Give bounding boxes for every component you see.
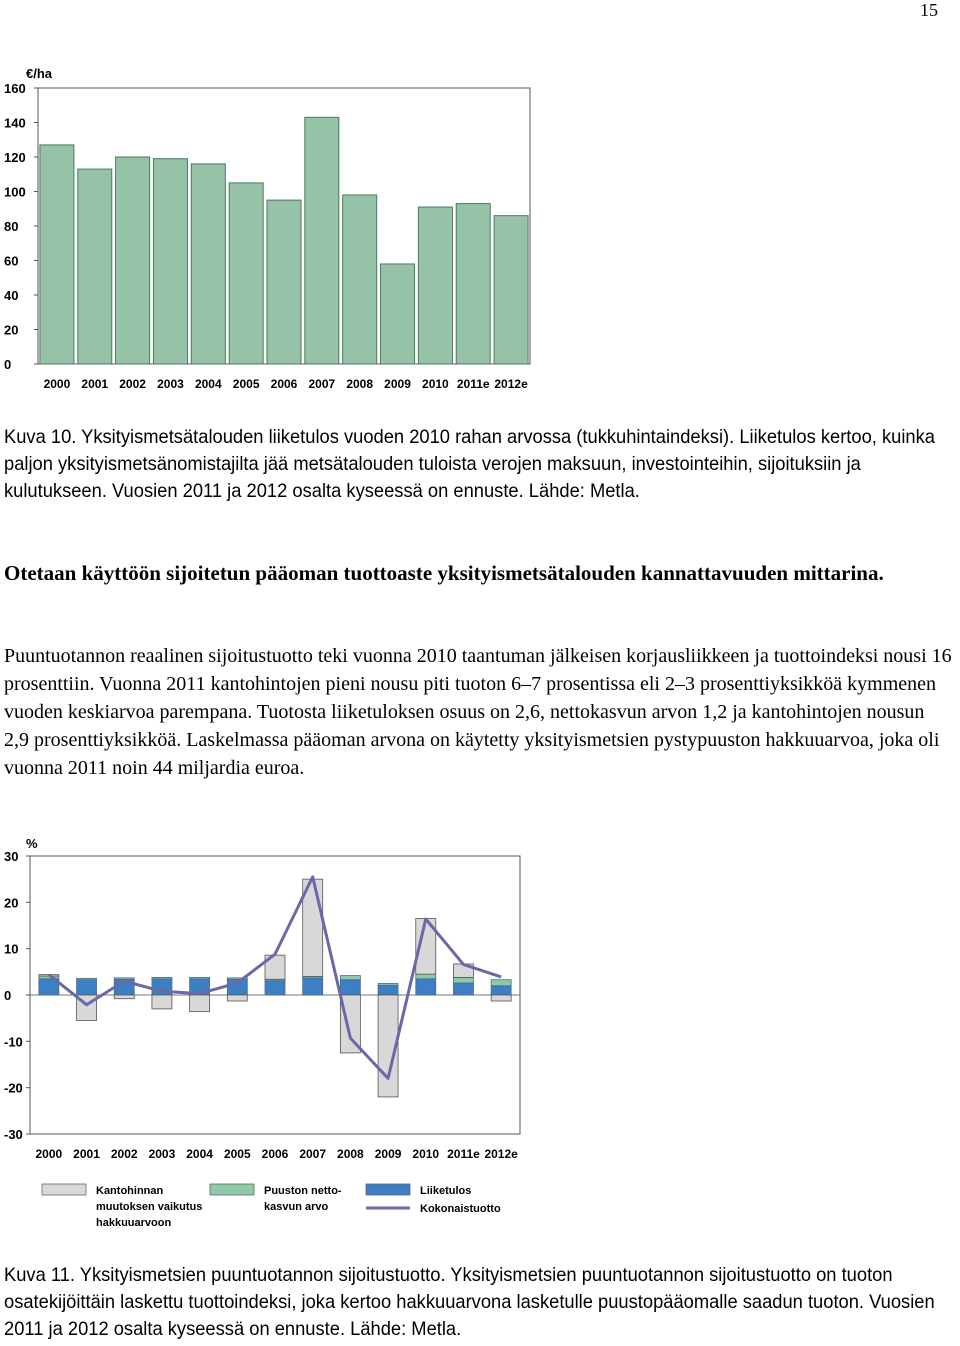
chart1-y-tick-label: 140: [4, 115, 26, 131]
chart2-x-tick-label: 2001: [73, 1147, 100, 1161]
chart2-y-tick-label: 20: [4, 895, 19, 911]
legend-label-line: Kantohinnan: [96, 1185, 164, 1197]
chart1-bar: [40, 145, 74, 364]
chart2-y-tick-label: 10: [4, 941, 19, 957]
legend-swatch: [366, 1184, 410, 1195]
chart2-x-tick-label: 2007: [299, 1147, 327, 1161]
legend-label-line: Liiketulos: [420, 1185, 472, 1197]
chart1-bar: [305, 117, 339, 364]
chart2-bar-segment: [190, 977, 210, 978]
chart2-bar-segment: [265, 981, 285, 995]
chart1-y-tick-label: 160: [4, 81, 26, 96]
chart2-x-tick-label: 2003: [148, 1147, 176, 1161]
chart1-x-tick-label: 2000: [43, 377, 71, 391]
legend-swatch: [42, 1184, 86, 1195]
chart2-plot: [4, 836, 520, 1229]
chart2-bar-segment: [77, 978, 97, 979]
chart1-plot: [4, 66, 530, 391]
chart2-y-tick-label: -10: [4, 1034, 23, 1050]
body-paragraph: Puuntuotannon reaalinen sijoitustuotto teki vuonna 2010 taantuman jälkeisen korjausliikkeen ja tuottoindeksi nousi 16 prosenttiin. Vuonna 2011 kantohintojen pieni nousu piti tuoton 6–7 prosentissa eli 2–3 prosenttiyksikköä kymmenen vuoden keskiarvoa parempana. Tuotosta liiketuloksen osuus on 2,6, nettokasvun arvon 1,2 ja kantohintojen nousun 2,9 prosenttiyksikköä. Laskelmassa pääoman arvona on käytetty yksityismetsien pystypuuston hakkuuarvoa, joka oli vuonna 2011 noin 44 miljardia euroa.: [4, 645, 952, 779]
chart2-y-tick-label: 30: [4, 849, 19, 864]
chart2-bar-segment: [114, 978, 134, 979]
chart1-bar: [153, 159, 187, 364]
chart1-y-tick-label: 120: [4, 150, 26, 165]
chart1-bar: [381, 264, 415, 364]
chart2-bar-segment: [227, 995, 247, 1001]
chart2-bar-segment: [416, 974, 436, 979]
chart-income: [0, 60, 560, 400]
legend-label-line: Kokonaistuotto: [420, 1203, 501, 1215]
chart2-legend: [42, 1184, 501, 1229]
chart1-x-tick-label: 2001: [81, 377, 109, 391]
chart2-x-tick-label: 2004: [186, 1147, 213, 1161]
chart1-y-tick-label: 80: [4, 219, 19, 234]
chart2-x-tick-label: 2000: [35, 1147, 63, 1161]
chart1-x-tick-label: 2012e: [494, 377, 528, 391]
chart2-y-tick-label: 0: [4, 988, 12, 1003]
chart2-x-tick-label: 2008: [337, 1147, 364, 1161]
chart2-bar-segment: [77, 980, 97, 995]
chart2-bar-segment: [453, 983, 473, 995]
chart1-bar: [229, 183, 263, 364]
chart1-x-tick-label: 2006: [270, 377, 298, 391]
chart1-x-tick-label: 2005: [232, 377, 260, 391]
chart1-y-tick-label: 20: [4, 322, 19, 338]
legend-label-line: hakkuuarvoon: [96, 1217, 172, 1229]
chart2-bar-segment: [340, 980, 360, 995]
chart2-x-tick-label: 2012e: [484, 1147, 518, 1161]
chart2-y-tick-label: -30: [4, 1127, 23, 1142]
chart1-bar: [418, 207, 452, 364]
chart1-bar: [343, 195, 377, 364]
legend-label-line: Puuston netto-: [264, 1185, 342, 1197]
chart1-y-tick-label: 60: [4, 253, 19, 269]
figure-caption-11: Kuva 11. Yksityismetsien puuntuotannon sijoitustuotto. Yksityismetsien puuntuotannon sijoitustuotto on tuoton osatekijöittäin laskettu tuottoindeksi, joka kertoo hakkuuarvona lasketulle puustopääomalle saadun tuoton. Vuosien 2011 ja 2012 osalta kyseessä on ennuste. Lähde: Metla.: [4, 1264, 935, 1340]
chart1-x-tick-label: 2007: [308, 377, 336, 391]
chart2-bar-segment: [416, 979, 436, 995]
legend-label-line: muutoksen vaikutus: [96, 1201, 203, 1213]
legend-swatch: [210, 1184, 254, 1195]
chart2-bar-segment: [453, 977, 473, 983]
chart1-bar: [116, 157, 150, 364]
section-heading: Otetaan käyttöön sijoitetun pääoman tuottoaste yksityismetsätalouden kannattavuuden mittarina.: [4, 561, 884, 585]
chart2-bar-segment: [491, 986, 511, 995]
chart1-x-tick-label: 2009: [384, 377, 411, 391]
page-number: 15: [920, 0, 938, 20]
chart1-x-tick-label: 2010: [422, 377, 449, 391]
chart2-bar-segment: [152, 977, 172, 978]
chart2-bar-segment: [114, 995, 134, 999]
chart2-bar-segment: [303, 978, 323, 995]
chart2-y-tick-label: -20: [4, 1080, 23, 1096]
chart2-bar-segment: [152, 995, 172, 1009]
chart-return: [0, 830, 560, 1240]
figure-caption-10: Kuva 10. Yksityismetsätalouden liiketulos vuoden 2010 rahan arvossa (tukkuhintaindeksi). Liiketulos kertoo, kuinka paljon yksityismetsänomistajilta jää metsätalouden tuloista verojen maksuun, investointeihin, sijoituksiin ja kulutukseen. Vuosien 2011 ja 2012 osalta kyseessä on ennuste. Lähde: Metla.: [4, 426, 935, 502]
chart2-x-tick-label: 2002: [110, 1147, 138, 1161]
chart1-y-tick-label: 100: [4, 184, 26, 200]
chart1-bar: [494, 216, 528, 364]
chart1-bar: [191, 164, 225, 364]
chart1-x-tick-label: 2011e: [456, 377, 490, 391]
chart1-y-tick-label: 40: [4, 288, 19, 303]
chart2-x-tick-label: 2006: [261, 1147, 289, 1161]
chart1-bar: [78, 169, 112, 364]
chart2-bar-segment: [190, 995, 210, 1012]
chart1-bar: [456, 204, 490, 364]
chart1-x-tick-label: 2003: [157, 377, 184, 391]
chart2-bar-segment: [491, 995, 511, 1001]
chart2-x-tick-label: 2005: [223, 1147, 251, 1161]
chart1-x-tick-label: 2008: [346, 377, 374, 391]
chart2-bar-segment: [378, 985, 398, 995]
chart1-y-unit: €/ha: [26, 66, 53, 81]
legend-label-line: kasvun arvo: [264, 1201, 329, 1213]
chart2-bar-segment: [491, 980, 511, 986]
chart2-bar-segment: [378, 983, 398, 985]
chart2-x-tick-label: 2011e: [447, 1147, 480, 1161]
chart1-bar: [267, 200, 301, 364]
chart2-bar-segment: [340, 976, 360, 980]
chart1-x-tick-label: 2002: [119, 377, 146, 391]
chart2-x-tick-label: 2010: [412, 1147, 440, 1161]
chart1-x-tick-label: 2004: [194, 377, 222, 391]
chart2-x-tick-label: 2009: [374, 1147, 402, 1161]
chart1-y-tick-label: 0: [4, 357, 12, 372]
chart2-y-unit: %: [26, 836, 38, 851]
